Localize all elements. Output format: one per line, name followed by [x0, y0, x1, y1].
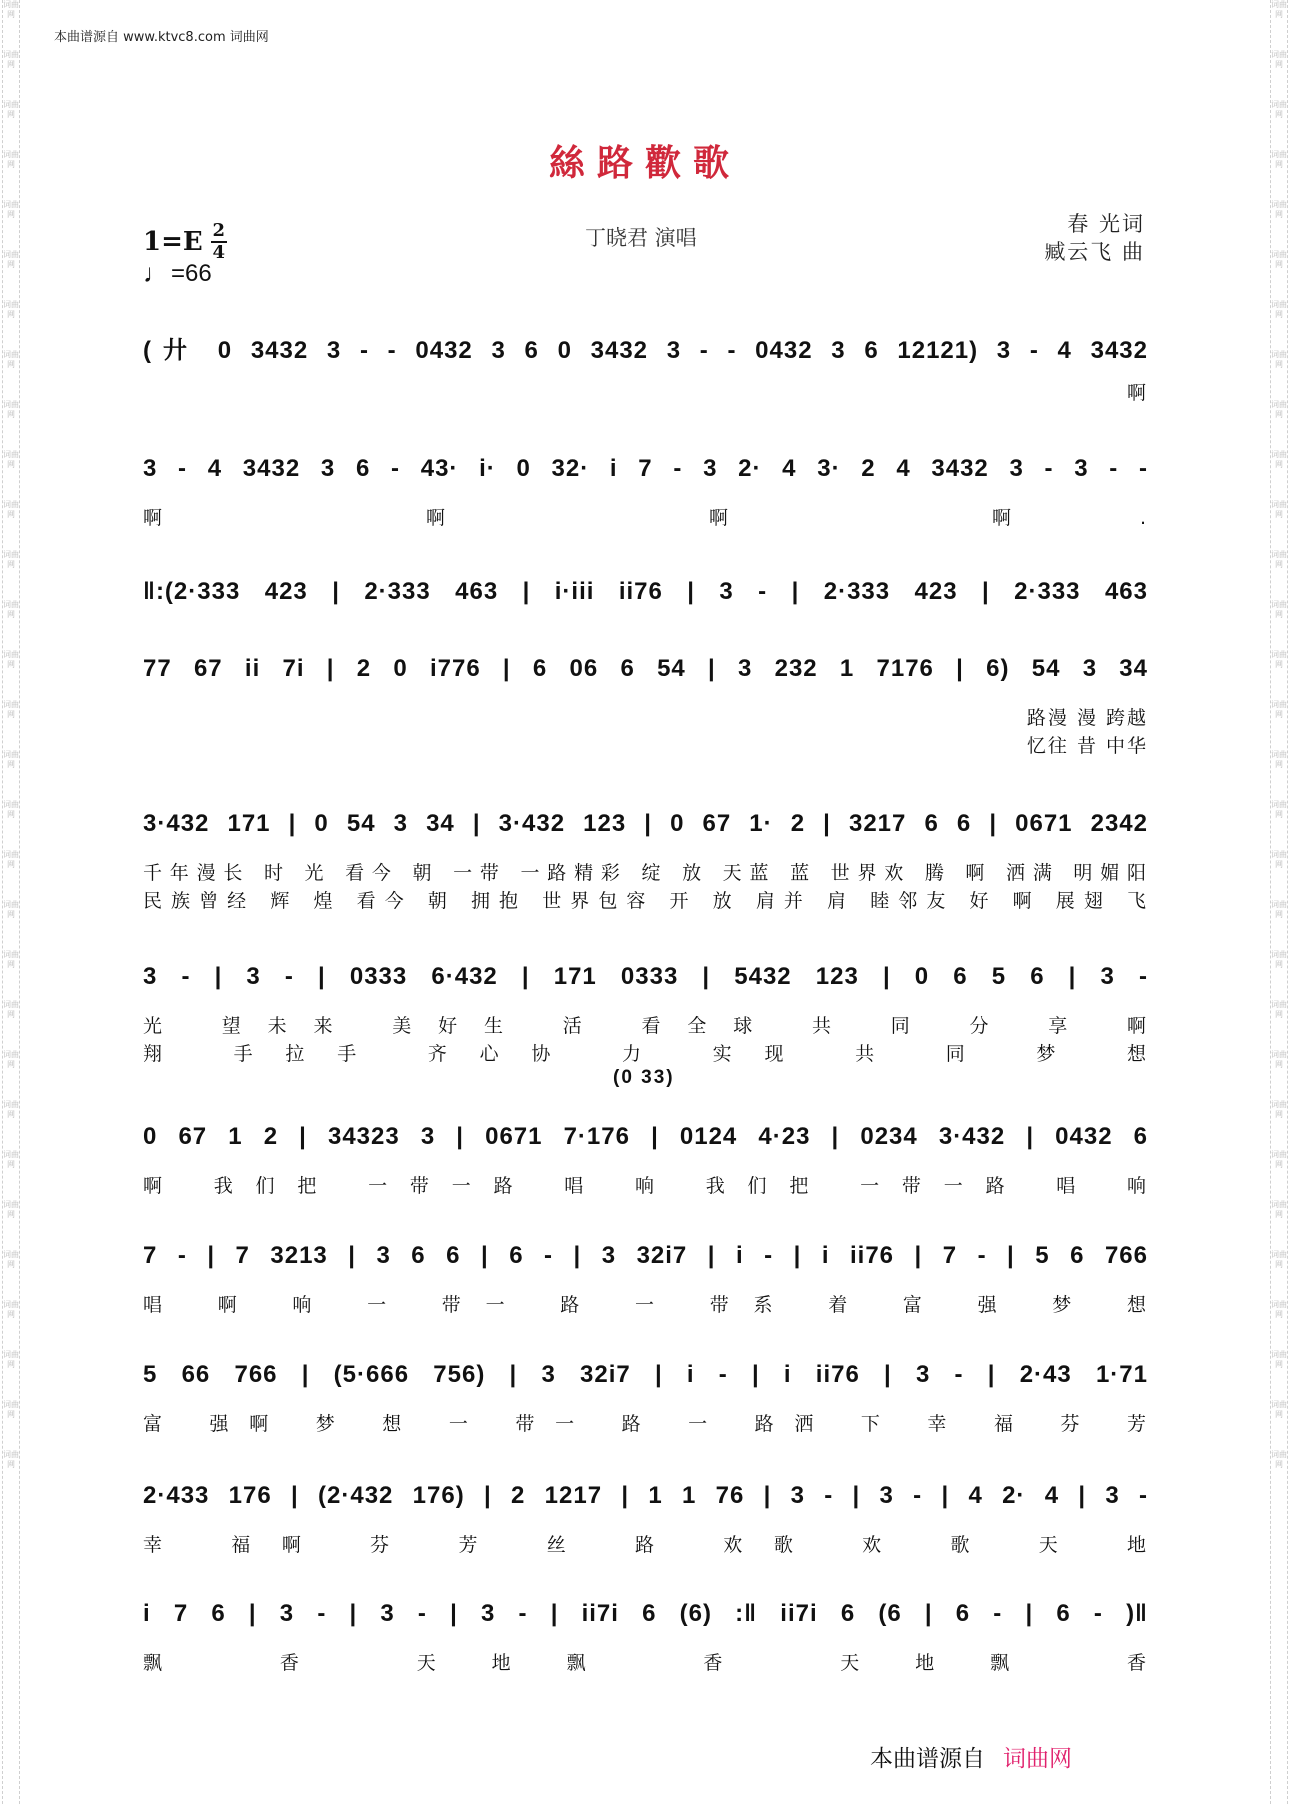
- watermark-text: 词曲网: [1271, 650, 1287, 669]
- watermark-text: 词曲网: [1271, 1250, 1287, 1269]
- key-signature: [143, 222, 227, 262]
- watermark-text: 词曲网: [3, 100, 19, 119]
- notation-line: 3 - 4 3432 3 6 - 43· i· 0 32· i 7 - 3 2· 4 3· 2 4 3432 3 - 3 - -: [143, 455, 1148, 482]
- lyric-line: 啊 啊 啊 啊.: [143, 507, 1148, 529]
- watermark-text: 词曲网: [3, 550, 19, 569]
- singer-credit: 丁晓君 演唱: [585, 226, 697, 250]
- watermark-text: 词曲网: [1271, 550, 1287, 569]
- song-title: 絲路歡歌: [548, 142, 741, 184]
- lyric-line: 忆往 昔 中华: [1026, 735, 1148, 757]
- score-system: [143, 1600, 1148, 1676]
- watermark-text: 词曲网: [3, 700, 19, 719]
- lyric-line: 啊 我们把 一带一路 唱 响 我们把 一带一路 唱 响: [143, 1175, 1148, 1197]
- watermark-text: 词曲网: [1271, 600, 1287, 619]
- watermark-text: 词曲网: [1271, 900, 1287, 919]
- lyric-line: 路漫 漫 跨越: [1026, 707, 1148, 729]
- watermark-text: 词曲网: [3, 1300, 19, 1319]
- time-sig-numerator: 2: [212, 220, 225, 241]
- watermark-text: 词曲网: [3, 500, 19, 519]
- watermark-text: 词曲网: [1271, 750, 1287, 769]
- lyricist-credit: 春 光词: [1067, 212, 1145, 236]
- watermark-text: 词曲网: [3, 1200, 19, 1219]
- notation-line: ‖:(2·333 423 | 2·333 463 | i·iii ii76 | 3 - | 2·333 423 | 2·333 463: [143, 578, 1148, 605]
- source-footer-text: 本曲谱源自: [870, 1746, 985, 1772]
- tempo-value: =66: [171, 259, 212, 287]
- watermark-text: 词曲网: [1271, 300, 1287, 319]
- watermark-text: 词曲网: [3, 1100, 19, 1119]
- watermark-text: 词曲网: [1271, 50, 1287, 69]
- quarter-note-icon: ♩: [143, 258, 169, 288]
- notation-line: 77 67 ii 7i | 2 0 i776 | 6 06 6 54 | 3 232 1 7176 | 6) 54 3 34: [143, 655, 1148, 682]
- source-header: 本曲谱源自 www.ktvc8.com 词曲网: [54, 30, 269, 45]
- credits: [1044, 210, 1145, 266]
- notation-line: 7 - | 7 3213 | 3 6 6 | 6 - | 3 32i7 | i - | i ii76 | 7 - | 5 6 766: [143, 1242, 1148, 1269]
- watermark-text: 词曲网: [1271, 200, 1287, 219]
- lyric-line: 飘 香 天地飘 香 天地飘 香: [143, 1652, 1148, 1674]
- watermark-text: 词曲网: [3, 1450, 19, 1469]
- watermark-text: 词曲网: [1271, 1200, 1287, 1219]
- watermark-text: 词曲网: [3, 900, 19, 919]
- alternate-notation: (0 33): [613, 1067, 675, 1088]
- lyric-line: 富 强啊 梦 想 一 带一 路 一 路洒 下 幸 福 芬 芳: [143, 1413, 1148, 1435]
- score-system: [143, 330, 1148, 406]
- watermark-text: 词曲网: [3, 600, 19, 619]
- notation-line: (廾 0 3432 3 - - 0432 3 6 0 3432 3 - - 0432 3 6 12121) 3 - 4 3432: [143, 337, 1148, 364]
- watermark-text: 词曲网: [1271, 0, 1287, 19]
- score-system: [143, 810, 1148, 914]
- watermark-text: 词曲网: [3, 1050, 19, 1069]
- source-footer: [870, 1740, 1072, 1773]
- watermark-text: 词曲网: [1271, 350, 1287, 369]
- watermark-text: 词曲网: [3, 300, 19, 319]
- watermark-text: 词曲网: [3, 1000, 19, 1019]
- notation-line: 2·433 176 | (2·432 176) | 2 1217 | 1 1 76 | 3 - | 3 - | 4 2· 4 | 3 -: [143, 1482, 1148, 1509]
- score-system: [143, 1242, 1148, 1318]
- watermark-text: 词曲网: [3, 950, 19, 969]
- watermark-text: 词曲网: [3, 1350, 19, 1369]
- score-system: [143, 455, 1148, 531]
- watermark-text: 词曲网: [3, 750, 19, 769]
- notation-line: 3 - | 3 - | 0333 6·432 | 171 0333 | 5432 123 | 0 6 5 6 | 3 -: [143, 963, 1148, 990]
- watermark-text: 词曲网: [3, 0, 19, 19]
- watermark-text: 词曲网: [3, 1250, 19, 1269]
- watermark-text: 词曲网: [3, 850, 19, 869]
- watermark-text: 词曲网: [3, 350, 19, 369]
- lyric-line: 翔 手拉手 齐心协 力 实现 共 同 梦 想: [143, 1043, 1148, 1065]
- lyric-line: 光 望未来 美好生 活 看全球 共 同 分 享 啊: [143, 1015, 1148, 1037]
- time-signature: [211, 222, 227, 262]
- notation-line: 0 67 1 2 | 34323 3 | 0671 7·176 | 0124 4·23 | 0234 3·432 | 0432 6: [143, 1123, 1148, 1150]
- watermark-text: 词曲网: [1271, 850, 1287, 869]
- score-system: [143, 1123, 1148, 1199]
- watermark-text: 词曲网: [1271, 100, 1287, 119]
- lyric-line: 千年漫长 时 光 看今 朝 一带 一路精彩 绽 放 天蓝 蓝 世界欢 腾 啊 洒满 明媚阳: [143, 862, 1148, 884]
- watermark-text: 词曲网: [1271, 1300, 1287, 1319]
- watermark-text: 词曲网: [1271, 950, 1287, 969]
- watermark-text: 词曲网: [1271, 150, 1287, 169]
- composer-credit: 臧云飞 曲: [1044, 240, 1145, 264]
- score-system: [143, 1361, 1148, 1437]
- watermark-text: 词曲网: [3, 650, 19, 669]
- watermark-text: 词曲网: [3, 800, 19, 819]
- watermark-text: 词曲网: [3, 150, 19, 169]
- watermark-text: 词曲网: [3, 1150, 19, 1169]
- lyric-line: 唱 啊 响 一 带一 路 一 带系 着 富 强 梦 想: [143, 1294, 1148, 1316]
- watermark-text: 词曲网: [1271, 800, 1287, 819]
- watermark-text: 词曲网: [1271, 450, 1287, 469]
- right-watermark-strip: [1270, 0, 1288, 1804]
- watermark-text: 词曲网: [3, 400, 19, 419]
- watermark-text: 词曲网: [1271, 250, 1287, 269]
- lyric-line: 民族曾经 辉 煌 看今 朝 拥抱 世界包容 开 放 肩并 肩 睦邻友 好 啊 展翅 飞: [143, 890, 1148, 912]
- score-system: [143, 578, 1148, 618]
- watermark-text: 词曲网: [3, 250, 19, 269]
- notation-line: 5 66 766 | (5·666 756) | 3 32i7 | i - | i ii76 | 3 - | 2·43 1·71: [143, 1361, 1148, 1388]
- key-label: 1=E: [143, 227, 203, 257]
- notation-line: i 7 6 | 3 - | 3 - | 3 - | ii7i 6 (6) :‖ ii7i 6 (6 | 6 - | 6 - )‖: [143, 1600, 1148, 1627]
- watermark-text: 词曲网: [3, 450, 19, 469]
- watermark-text: 词曲网: [3, 200, 19, 219]
- score-system: [143, 655, 1148, 759]
- watermark-text: 词曲网: [1271, 1000, 1287, 1019]
- watermark-text: 词曲网: [1271, 1450, 1287, 1469]
- watermark-text: 词曲网: [1271, 1350, 1287, 1369]
- left-watermark-strip: [2, 0, 20, 1804]
- watermark-text: 词曲网: [1271, 1400, 1287, 1419]
- watermark-text: 词曲网: [1271, 700, 1287, 719]
- watermark-text: 词曲网: [1271, 400, 1287, 419]
- watermark-text: 词曲网: [1271, 1150, 1287, 1169]
- watermark-text: 词曲网: [3, 1400, 19, 1419]
- tempo-marking: [143, 258, 212, 289]
- watermark-text: 词曲网: [3, 50, 19, 69]
- time-sig-denominator: 4: [212, 242, 225, 263]
- brand-name: 词曲网: [1003, 1746, 1072, 1772]
- watermark-text: 词曲网: [1271, 1050, 1287, 1069]
- watermark-text: 词曲网: [1271, 500, 1287, 519]
- score-system: [143, 1482, 1148, 1558]
- watermark-text: 词曲网: [1271, 1100, 1287, 1119]
- score-system: [143, 963, 1148, 1095]
- lyric-line: 啊: [1126, 382, 1148, 404]
- notation-line: 3·432 171 | 0 54 3 34 | 3·432 123 | 0 67 1· 2 | 3217 6 6 | 0671 2342: [143, 810, 1148, 837]
- lyric-line: 幸 福啊 芬 芳 丝 路 欢歌 欢 歌 天 地: [143, 1534, 1148, 1556]
